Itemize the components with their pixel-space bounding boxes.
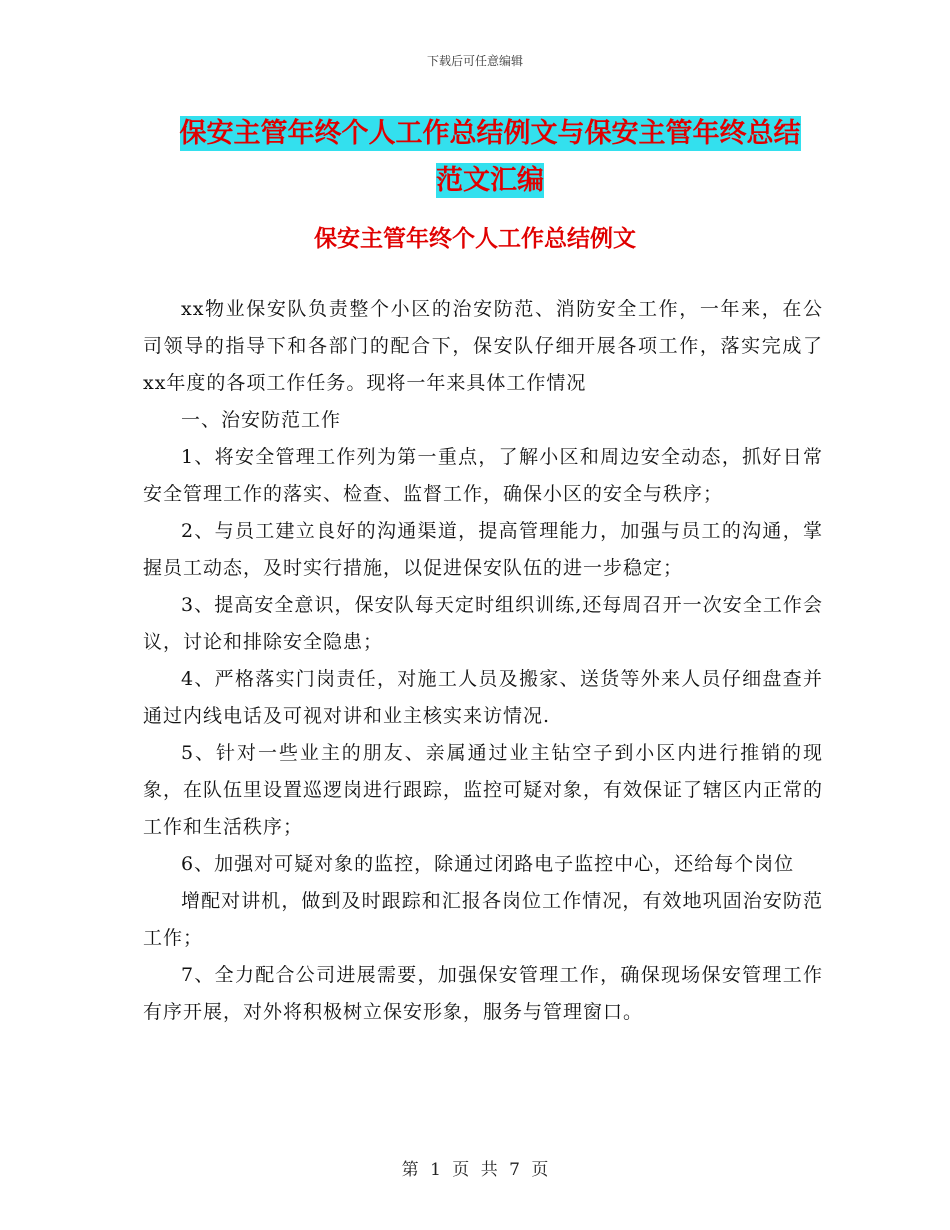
document-body [143, 291, 823, 1031]
section-title: 保安主管年终个人工作总结例文 [314, 226, 636, 252]
paragraph-item-6-continued: 增配对讲机，做到及时跟踪和汇报各岗位工作情况，有效地巩固治安防范工作； [143, 890, 823, 949]
document-title [140, 110, 840, 204]
paragraph-intro: xx物业保安队负责整个小区的治安防范、消防安全工作，一年来，在公司领导的指导下和各部门的配合下，保安队仔细开展各项工作，落实完成了xx年度的各项工作任务。现将一年来具体工作情况 [143, 298, 823, 394]
paragraph-item-4: 4、严格落实门岗责任，对施工人员及搬家、送货等外来人员仔细盘查并通过内线电话及可视对讲和业主核实来访情况. [143, 668, 823, 727]
paragraph-item-5: 5、针对一些业主的朋友、亲属通过业主钻空子到小区内进行推销的现象，在队伍里设置巡逻岗进行跟踪，监控可疑对象，有效保证了辖区内正常的工作和生活秩序； [143, 742, 824, 838]
paragraph-heading-security: 一、治安防范工作 [181, 409, 342, 431]
document-title-line-2: 范文汇编 [436, 165, 544, 196]
header-note: 下载后可任意编辑 [426, 54, 523, 68]
page-number: 第 1 页 共 7 页 [401, 1160, 549, 1180]
paragraph-item-7: 7、全力配合公司进展需要，加强保安管理工作，确保现场保安管理工作有序开展，对外将积极树立保安形象，服务与管理窗口。 [143, 964, 823, 1023]
paragraph-item-6: 6、加强对可疑对象的监控，除通过闭路电子监控中心，还给每个岗位 [181, 853, 795, 875]
paragraph-item-1: 1、将安全管理工作列为第一重点，了解小区和周边安全动态，抓好日常安全管理工作的落实、检查、监督工作，确保小区的安全与秩序； [143, 446, 823, 505]
paragraph-item-3: 3、提高安全意识，保安队每天定时组织训练,还每周召开一次安全工作会议，讨论和排除安全隐患； [143, 594, 823, 653]
paragraph-item-2: 2、与员工建立良好的沟通渠道，提高管理能力，加强与员工的沟通，掌握员工动态，及时实行措施，以促进保安队伍的进一步稳定； [143, 520, 823, 579]
document-title-line-1: 保安主管年终个人工作总结例文与保安主管年终总结 [179, 118, 801, 149]
